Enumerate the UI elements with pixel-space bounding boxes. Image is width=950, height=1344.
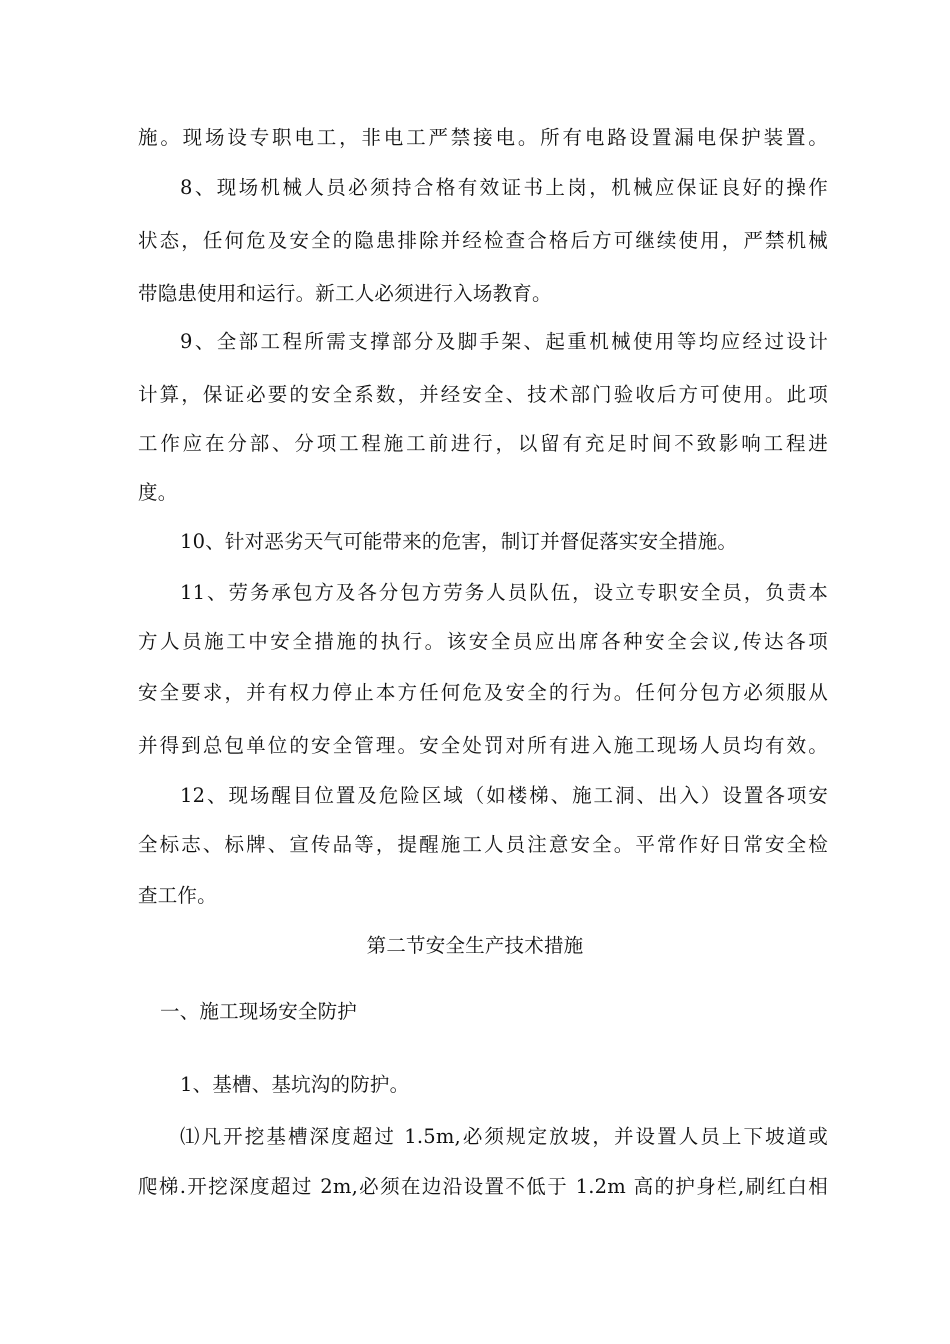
text-line: 查工作。 bbox=[138, 884, 217, 907]
text-line: 方人员施工中安全措施的执行。该安全员应出席各种安全会议,传达各项 bbox=[138, 630, 828, 653]
text-line: 全标志、标牌、宣传品等，提醒施工人员注意安全。平常作好日常安全检 bbox=[138, 833, 828, 856]
text-line: 度。 bbox=[138, 481, 178, 504]
text-line: 施。现场设专职电工，非电工严禁接电。所有电路设置漏电保护装置。 bbox=[138, 126, 828, 149]
section-title: 第二节安全生产技术措施 bbox=[366, 934, 584, 957]
subsection-heading: 一、施工现场安全防护 bbox=[160, 1000, 358, 1023]
text-line: 状态，任何危及安全的隐患排除并经检查合格后方可继续使用，严禁机械 bbox=[138, 229, 828, 252]
item-12-line-1: 12、现场醒目位置及危险区域（如楼梯、施工洞、出入）设置各项安 bbox=[180, 784, 828, 807]
text-line: 爬梯.开挖深度超过 2m,必须在边沿设置不低于 1.2m 高的护身栏,刷红白相 bbox=[138, 1175, 828, 1198]
item-heading: 1、基槽、基坑沟的防护。 bbox=[180, 1073, 410, 1096]
item-11-line-1: 11、劳务承包方及各分包方劳务人员队伍，设立专职安全员，负责本 bbox=[180, 581, 828, 604]
item-9-line-1: 9、全部工程所需支撑部分及脚手架、起重机械使用等均应经过设计 bbox=[180, 330, 828, 353]
text-line: 工作应在分部、分项工程施工前进行，以留有充足时间不致影响工程进 bbox=[138, 432, 828, 455]
text-line: ⑴凡开挖基槽深度超过 1.5m,必须规定放坡，并设置人员上下坡道或 bbox=[180, 1125, 828, 1148]
text-line: 带隐患使用和运行。新工人必须进行入场教育。 bbox=[138, 282, 552, 305]
item-10-line-1: 10、针对恶劣天气可能带来的危害，制订并督促落实安全措施。 bbox=[180, 530, 738, 553]
text-line: 计算，保证必要的安全系数，并经安全、技术部门验收后方可使用。此项 bbox=[138, 383, 828, 406]
text-line: 安全要求，并有权力停止本方任何危及安全的行为。任何分包方必须服从 bbox=[138, 681, 828, 704]
text-line: 并得到总包单位的安全管理。安全处罚对所有进入施工现场人员均有效。 bbox=[138, 734, 828, 757]
item-8-line-1: 8、现场机械人员必须持合格有效证书上岗，机械应保证良好的操作 bbox=[180, 176, 828, 199]
